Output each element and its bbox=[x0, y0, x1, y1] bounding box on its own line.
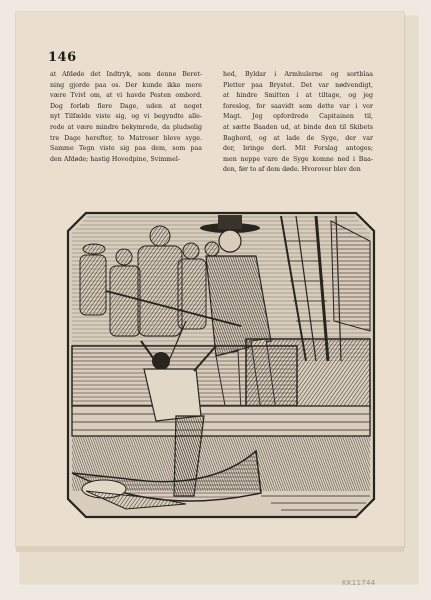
left-text-column bbox=[50, 70, 200, 165]
right-text-column bbox=[223, 70, 373, 176]
woodcut-illustration bbox=[66, 211, 376, 519]
inventory-number: KK11744 bbox=[342, 579, 376, 587]
text-line: at Afdøde det Indtryk, som denne Beret- bbox=[50, 71, 202, 78]
page-number: 146 bbox=[48, 50, 77, 65]
ship-deck-engraving bbox=[66, 211, 376, 519]
text-line: Bagbord, og at lade de Syge, der var bbox=[223, 134, 373, 142]
text-line: Samme Tegn viste sig paa dem, som paa bbox=[50, 145, 202, 153]
text-line: at hindre Smitten i at tiltage, og jeg bbox=[223, 92, 373, 100]
text-line: der, bringe derl. Mit Forslag antoges; bbox=[223, 145, 373, 153]
text-line: den Afdøde; hastig Hovedpine, Svimmel- bbox=[50, 155, 181, 163]
text-line: være Tvivl om, at vi havde Pesten ombord. bbox=[50, 92, 202, 100]
text-line: nyt Tilfælde viste sig, og vi begyndte alle- bbox=[50, 113, 202, 121]
text-line: Pletter paa Brystet. Det var nødvendigt, bbox=[223, 81, 373, 89]
text-line: Magt. Jeg opfordrede Capitainen til, bbox=[223, 113, 373, 121]
text-line: men neppe vare de Syge komne ned i Baa- bbox=[223, 155, 373, 163]
text-line: rede at være mindre bekymrede, da pludselig bbox=[50, 123, 202, 131]
text-line: hed, Byldar i Armhulerne og sortblaa bbox=[223, 71, 373, 78]
text-line: foreslog, for saavidt som dette var i vor bbox=[223, 102, 373, 110]
text-line: Dog forløb flere Dage, uden at noget bbox=[50, 102, 202, 110]
lower-paper-strip bbox=[16, 546, 404, 552]
text-line: ning gjorde paa os. Der kunde ikke mere bbox=[50, 81, 202, 89]
text-line: at sætte Baaden ud, at binde den til Skibets bbox=[223, 123, 373, 131]
text-line: tre Dage herefter, to Matroser bleve syge. bbox=[50, 134, 202, 142]
text-line: den, før to af dem døde. Hvorover blev den bbox=[223, 166, 361, 174]
